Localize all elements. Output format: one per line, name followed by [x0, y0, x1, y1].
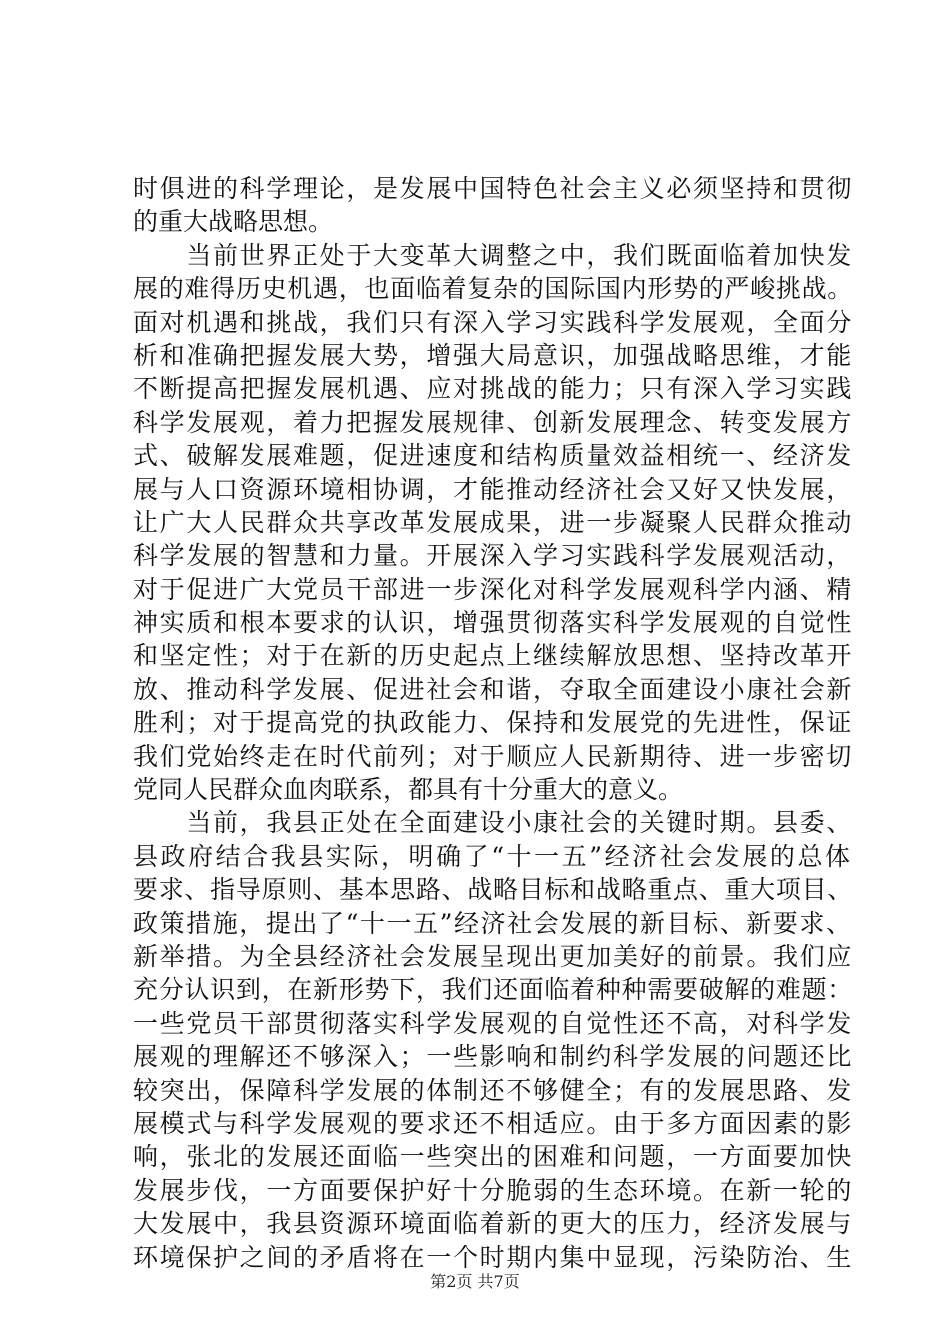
text-line: 展模式与科学发展观的要求还不相适应。由于多方面因素的影 [133, 1108, 854, 1138]
page-footer: 第2页 共7页 [430, 1272, 520, 1291]
text-line: 式、破解发展难题，促进速度和结构质量效益相统一、经济发 [133, 441, 854, 471]
text-line: 对于促进广大党员干部进一步深化对科学发展观科学内涵、精 [133, 574, 854, 604]
text-line: 充分认识到，在新形势下，我们还面临着种种需要破解的难题： [133, 975, 854, 1005]
text-line: 当前，我县正处在全面建设小康社会的关键时期。县委、 [133, 808, 854, 838]
text-line: 胜利；对于提高党的执政能力、保持和发展党的先进性，保证 [133, 708, 854, 738]
text-line: 时俱进的科学理论，是发展中国特色社会主义必须坚持和贯彻 [133, 174, 854, 203]
text-line: 要求、指导原则、基本思路、战略目标和战略重点、重大项目、 [133, 875, 854, 905]
text-line: 和坚定性；对于在新的历史起点上继续解放思想、坚持改革开 [133, 641, 854, 671]
text-line: 展的难得历史机遇，也面临着复杂的国际国内形势的严峻挑战。 [133, 274, 854, 304]
text-line: 环境保护之间的矛盾将在一个时期内集中显现，污染防治、生 [133, 1242, 854, 1272]
document-body [133, 172, 853, 1274]
text-line: 大发展中，我县资源环境面临着新的更大的压力，经济发展与 [133, 1209, 854, 1239]
text-line: 较突出，保障科学发展的体制还不够健全；有的发展思路、发 [133, 1075, 854, 1105]
text-line: 新举措。为全县经济社会发展呈现出更加美好的前景。我们应 [133, 941, 854, 971]
text-line: 不断提高把握发展机遇、应对挑战的能力；只有深入学习实践 [133, 374, 854, 404]
text-line: 让广大人民群众共享改革发展成果，进一步凝聚人民群众推动 [133, 507, 854, 537]
text-line: 神实质和根本要求的认识，增强贯彻落实科学发展观的自觉性 [133, 608, 854, 638]
text-line: 科学发展的智慧和力量。开展深入学习实践科学发展观活动， [133, 541, 854, 571]
text-line: 当前世界正处于大变革大调整之中，我们既面临着加快发 [133, 240, 854, 270]
text-line: 放、推动科学发展、促进社会和谐，夺取全面建设小康社会新 [133, 674, 854, 704]
text-line: 的重大战略思想。 [133, 207, 334, 237]
text-line: 展观的理解还不够深入；一些影响和制约科学发展的问题还比 [133, 1042, 854, 1072]
text-line: 析和准确把握发展大势，增强大局意识，加强战略思维，才能 [133, 340, 854, 370]
text-line: 响，张北的发展还面临一些突出的困难和问题，一方面要加快 [133, 1142, 854, 1172]
text-line: 面对机遇和挑战，我们只有深入学习实践科学发展观，全面分 [133, 307, 854, 337]
text-line: 党同人民群众血肉联系，都具有十分重大的意义。 [133, 775, 684, 805]
text-line: 发展步伐，一方面要保护好十分脆弱的生态环境。在新一轮的 [133, 1175, 854, 1205]
text-line: 我们党始终走在时代前列；对于顺应人民新期待、进一步密切 [133, 741, 854, 771]
text-line: 政策措施，提出了“十一五”经济社会发展的新目标、新要求、 [133, 908, 853, 938]
text-line: 科学发展观，着力把握发展规律、创新发展理念、转变发展方 [133, 407, 854, 437]
text-line: 展与人口资源环境相协调，才能推动经济社会又好又快发展， [133, 474, 854, 504]
text-line: 一些党员干部贯彻落实科学发展观的自觉性还不高，对科学发 [133, 1008, 854, 1038]
text-line: 县政府结合我县实际，明确了“十一五”经济社会发展的总体 [133, 841, 853, 871]
